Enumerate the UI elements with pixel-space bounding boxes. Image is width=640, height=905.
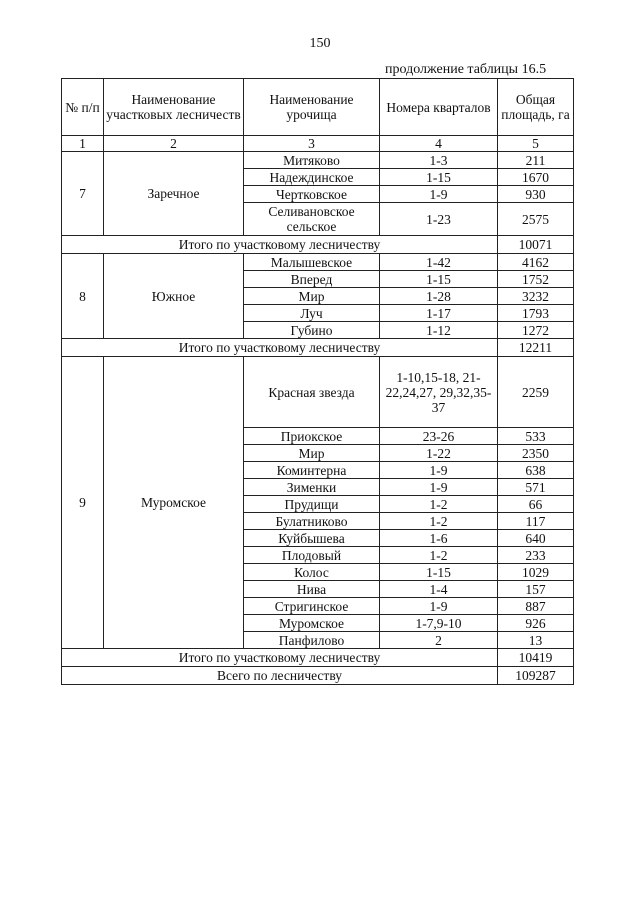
area-value: 13 xyxy=(498,632,574,649)
quarter-numbers: 1-9 xyxy=(380,598,498,615)
area-value: 638 xyxy=(498,462,574,479)
quarter-numbers: 1-12 xyxy=(380,322,498,339)
quarter-numbers: 23-26 xyxy=(380,428,498,445)
header-area: Общая площадь, га xyxy=(498,79,574,136)
tract-name: Надеждинское xyxy=(244,169,380,186)
tract-name: Губино xyxy=(244,322,380,339)
subtotal-label: Итого по участковому лесничеству xyxy=(62,339,498,357)
grand-total-row xyxy=(62,667,574,685)
tract-name: Селивановское сельское xyxy=(244,203,380,236)
area-value: 117 xyxy=(498,513,574,530)
tract-name: Плодовый xyxy=(244,547,380,564)
district-number: 9 xyxy=(62,357,104,649)
area-value: 211 xyxy=(498,152,574,169)
tract-name: Вперед xyxy=(244,271,380,288)
area-value: 2575 xyxy=(498,203,574,236)
subtotal-label: Итого по участковому лесничеству xyxy=(62,649,498,667)
area-value: 926 xyxy=(498,615,574,632)
table-row xyxy=(62,357,574,428)
area-value: 66 xyxy=(498,496,574,513)
quarter-numbers: 2 xyxy=(380,632,498,649)
column-number: 2 xyxy=(104,136,244,152)
subtotal-row xyxy=(62,649,574,667)
area-value: 640 xyxy=(498,530,574,547)
tract-name: Прудищи xyxy=(244,496,380,513)
quarter-numbers: 1-9 xyxy=(380,462,498,479)
tract-name: Малышевское xyxy=(244,254,380,271)
area-value: 1272 xyxy=(498,322,574,339)
quarter-numbers: 1-9 xyxy=(380,479,498,496)
header-num: № п/п xyxy=(62,79,104,136)
subtotal-value: 12211 xyxy=(498,339,574,357)
subtotal-label: Итого по участковому лесничеству xyxy=(62,236,498,254)
tract-name: Луч xyxy=(244,305,380,322)
subtotal-row xyxy=(62,236,574,254)
district-number: 8 xyxy=(62,254,104,339)
quarter-numbers: 1-2 xyxy=(380,547,498,564)
column-number: 4 xyxy=(380,136,498,152)
header-district: Наименование участковых лесничеств xyxy=(104,79,244,136)
quarter-numbers: 1-15 xyxy=(380,564,498,581)
district-name: Муромское xyxy=(104,357,244,649)
tract-name: Куйбышева xyxy=(244,530,380,547)
tract-name: Булатниково xyxy=(244,513,380,530)
district-name: Южное xyxy=(104,254,244,339)
district-number: 7 xyxy=(62,152,104,236)
area-value: 3232 xyxy=(498,288,574,305)
column-number: 1 xyxy=(62,136,104,152)
tract-name: Красная звезда xyxy=(244,357,380,428)
tract-name: Мир xyxy=(244,445,380,462)
quarter-numbers: 1-15 xyxy=(380,169,498,186)
tract-name: Зименки xyxy=(244,479,380,496)
tract-name: Муромское xyxy=(244,615,380,632)
table-row xyxy=(62,152,574,169)
tract-name: Приокское xyxy=(244,428,380,445)
tract-name: Нива xyxy=(244,581,380,598)
area-value: 157 xyxy=(498,581,574,598)
area-value: 1670 xyxy=(498,169,574,186)
grand-total-label: Всего по лесничеству xyxy=(62,667,498,685)
page-number: 150 xyxy=(309,36,331,51)
area-value: 233 xyxy=(498,547,574,564)
area-value: 1752 xyxy=(498,271,574,288)
column-number: 5 xyxy=(498,136,574,152)
tract-name: Мир xyxy=(244,288,380,305)
quarter-numbers: 1-2 xyxy=(380,513,498,530)
area-value: 571 xyxy=(498,479,574,496)
area-value: 930 xyxy=(498,186,574,203)
quarter-numbers: 1-17 xyxy=(380,305,498,322)
area-value: 2259 xyxy=(498,357,574,428)
header-tract: Наименование урочища xyxy=(244,79,380,136)
quarter-numbers: 1-9 xyxy=(380,186,498,203)
column-number: 3 xyxy=(244,136,380,152)
area-value: 4162 xyxy=(498,254,574,271)
header-row xyxy=(62,79,574,136)
quarter-numbers: 1-23 xyxy=(380,203,498,236)
tract-name: Коминтерна xyxy=(244,462,380,479)
quarter-numbers: 1-6 xyxy=(380,530,498,547)
table-caption: продолжение таблицы 16.5 xyxy=(385,62,547,77)
quarter-numbers: 1-28 xyxy=(380,288,498,305)
grand-total-value: 109287 xyxy=(498,667,574,685)
subtotal-value: 10071 xyxy=(498,236,574,254)
quarter-numbers: 1-22 xyxy=(380,445,498,462)
area-value: 887 xyxy=(498,598,574,615)
tract-name: Колос xyxy=(244,564,380,581)
area-value: 1793 xyxy=(498,305,574,322)
tract-name: Стригинское xyxy=(244,598,380,615)
quarter-numbers: 1-2 xyxy=(380,496,498,513)
quarter-numbers: 1-3 xyxy=(380,152,498,169)
subtotal-value: 10419 xyxy=(498,649,574,667)
header-quarters: Номера кварталов xyxy=(380,79,498,136)
column-numbers-row xyxy=(62,136,574,152)
quarter-numbers: 1-4 xyxy=(380,581,498,598)
quarter-numbers: 1-42 xyxy=(380,254,498,271)
area-value: 1029 xyxy=(498,564,574,581)
tract-name: Митяково xyxy=(244,152,380,169)
tract-name: Панфилово xyxy=(244,632,380,649)
quarter-numbers: 1-15 xyxy=(380,271,498,288)
subtotal-row xyxy=(62,339,574,357)
tract-name: Чертковское xyxy=(244,186,380,203)
table-row xyxy=(62,254,574,271)
forest-districts-table xyxy=(61,78,574,685)
district-name: Заречное xyxy=(104,152,244,236)
area-value: 2350 xyxy=(498,445,574,462)
quarter-numbers: 1-7,9-10 xyxy=(380,615,498,632)
quarter-numbers: 1-10,15-18, 21-22,24,27, 29,32,35-37 xyxy=(380,357,498,428)
area-value: 533 xyxy=(498,428,574,445)
